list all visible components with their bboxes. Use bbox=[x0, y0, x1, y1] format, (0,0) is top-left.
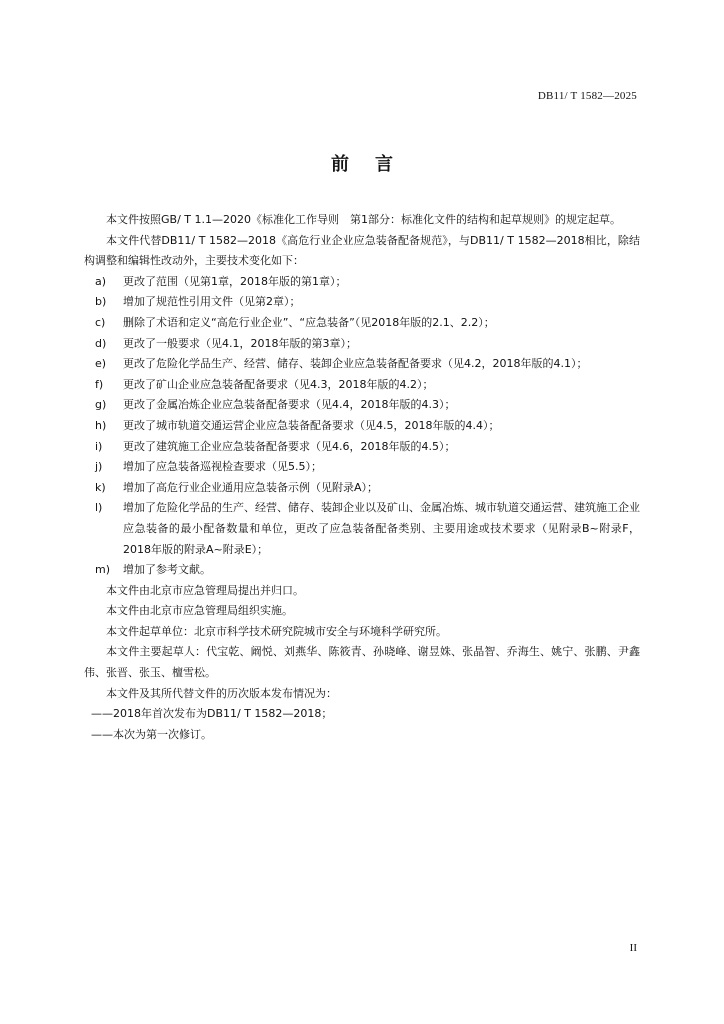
list-item bbox=[84, 560, 640, 581]
list-item-marker: e) bbox=[95, 357, 107, 371]
proposer-paragraph: 本文件由北京市应急管理局提出并归口。 bbox=[106, 583, 304, 597]
list-item bbox=[84, 498, 640, 560]
list-item-text: 增加了危险化学品的生产、经营、储存、装卸企业以及矿山、金属冶炼、城市轨道交通运营、建筑施工企业应急装备的最小配备数量和单位，更改了应急装备配备类别、主要用途或技术要求（见附录B~附录F，2018年版的附录A~附录E）； bbox=[123, 501, 640, 556]
drafting-rule-paragraph: 本文件按照GB/ T 1.1—2020《标准化工作导则 第1部分：标准化文件的结构和起草规则》的规定起草。 bbox=[106, 213, 621, 226]
list-item-text: 更改了矿山企业应急装备配备要求（见4.3，2018年版的4.2）； bbox=[123, 377, 434, 391]
document-code: DB11/ T 1582—2025 bbox=[537, 90, 637, 102]
history-item: ——本次为第一次修订。 bbox=[91, 727, 212, 741]
changes-list bbox=[84, 272, 640, 581]
list-item-text: 更改了危险化学品生产、经营、储存、装卸企业应急装备配备要求（见4.2，2018年版的4.1）； bbox=[123, 357, 588, 371]
list-item-marker: b) bbox=[95, 295, 107, 309]
list-item bbox=[84, 272, 640, 293]
list-item bbox=[84, 375, 640, 396]
list-item bbox=[84, 313, 640, 334]
list-item bbox=[84, 478, 640, 499]
list-item-text: 删除了术语和定义“高危行业企业”、“应急装备”（见2018年版的2.1、2.2）； bbox=[123, 315, 495, 329]
list-item bbox=[84, 457, 640, 478]
list-item bbox=[84, 437, 640, 458]
list-item-text: 更改了范围（见第1章，2018年版的第1章）； bbox=[123, 274, 347, 288]
list-item-text: 增加了应急装备巡视检查要求（见5.5）； bbox=[123, 460, 322, 474]
list-item-marker: c) bbox=[95, 315, 106, 329]
page-number: II bbox=[629, 942, 637, 954]
list-item-marker: d) bbox=[95, 336, 107, 350]
replacement-paragraph: 本文件代替DB11/ T 1582—2018《高危行业企业应急装备配备规范》，与DB11/ T 1582—2018相比，除结构调整和编辑性改动外，主要技术变化如下： bbox=[84, 233, 640, 268]
list-item-marker: k) bbox=[95, 480, 106, 494]
list-item-text: 增加了高危行业企业通用应急装备示例（见附录A）； bbox=[123, 480, 379, 494]
drafting-unit-paragraph: 本文件起草单位：北京市科学技术研究院城市安全与环境科学研究所。 bbox=[106, 624, 447, 638]
list-item bbox=[84, 354, 640, 375]
list-item-text: 更改了建筑施工企业应急装备配备要求（见4.6，2018年版的4.5）； bbox=[123, 439, 456, 453]
list-item-marker: g) bbox=[95, 398, 107, 412]
page-title: 前言 bbox=[331, 154, 419, 175]
list-item-marker: f) bbox=[95, 377, 104, 391]
implementer-paragraph: 本文件由北京市应急管理局组织实施。 bbox=[106, 604, 293, 618]
list-item bbox=[84, 292, 640, 313]
list-item bbox=[84, 416, 640, 437]
list-item-text: 增加了参考文献。 bbox=[123, 563, 211, 577]
list-item-marker: m) bbox=[95, 563, 111, 577]
foreword-body bbox=[84, 210, 640, 745]
list-item-marker: j) bbox=[95, 460, 103, 474]
list-item-marker: l) bbox=[95, 501, 103, 515]
history-item: ——2018年首次发布为DB11/ T 1582—2018； bbox=[91, 707, 333, 721]
list-item-text: 增加了规范性引用文件（见第2章）； bbox=[123, 295, 301, 309]
drafters-paragraph: 本文件主要起草人：代宝乾、阚悦、刘燕华、陈筱青、孙晓峰、谢昱姝、张晶智、乔海生、姚宁、张鹏、尹鑫伟、张晋、张玉、檀雪松。 bbox=[84, 645, 640, 680]
list-item bbox=[84, 334, 640, 355]
list-item-text: 更改了金属冶炼企业应急装备配备要求（见4.4，2018年版的4.3）； bbox=[123, 398, 456, 412]
list-item-text: 更改了一般要求（见4.1，2018年版的第3章）； bbox=[123, 336, 357, 350]
list-item-text: 更改了城市轨道交通运营企业应急装备配备要求（见4.5，2018年版的4.4）； bbox=[123, 418, 500, 432]
list-item-marker: a) bbox=[95, 274, 107, 288]
list-item-marker: h) bbox=[95, 418, 107, 432]
history-intro-paragraph: 本文件及其所代替文件的历次版本发布情况为： bbox=[106, 686, 337, 700]
list-item-marker: i) bbox=[95, 439, 103, 453]
list-item bbox=[84, 395, 640, 416]
